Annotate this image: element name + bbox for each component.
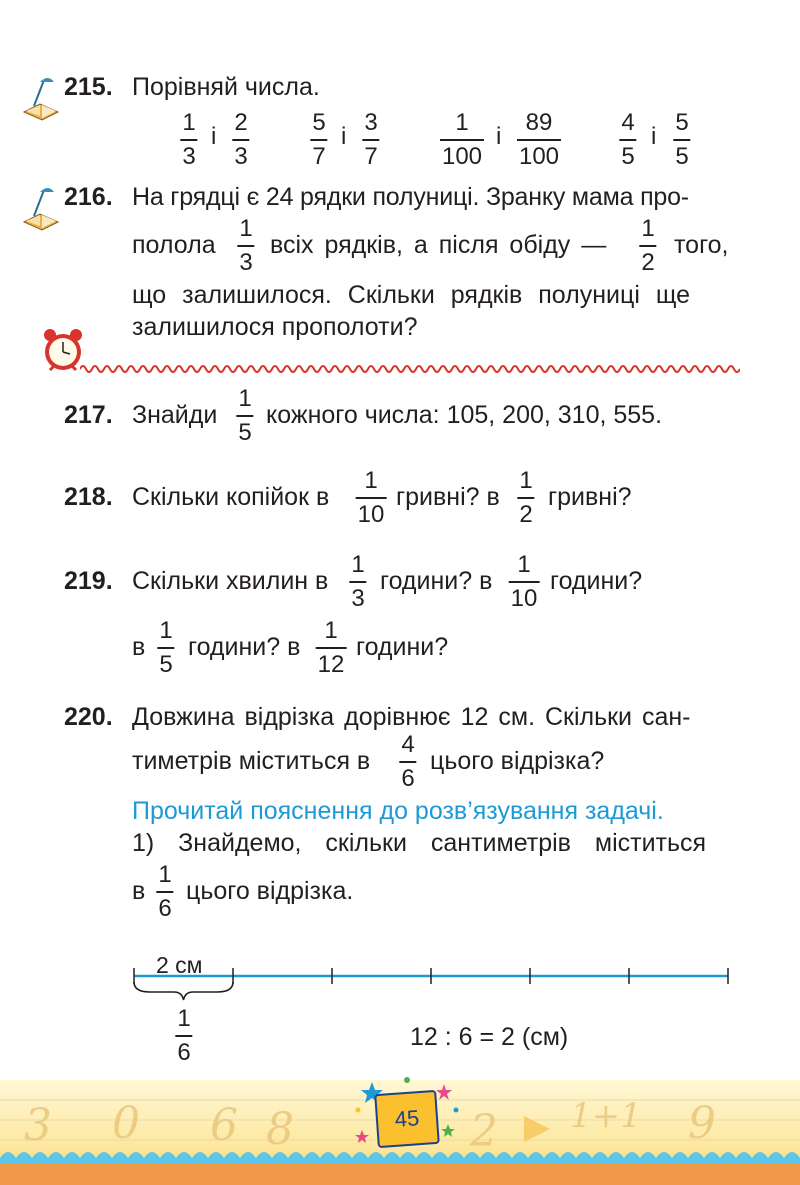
fraction: 4 6 (401, 731, 415, 792)
exercise-216-line2a: полола (132, 231, 216, 259)
deco-digit: 3 (24, 1100, 52, 1151)
exercise-218-text-c: гривні? (548, 483, 632, 511)
exercise-219-text-e: години? в (188, 633, 301, 661)
exercise-216-number: 216. (64, 183, 113, 211)
equation: 12 : 6 = 2 (см) (410, 1023, 569, 1051)
deco-digit: 9 (688, 1098, 716, 1149)
separator: і (651, 123, 657, 150)
solution-step-1b-b: цього відрізка. (186, 877, 354, 905)
segment-label: 2 см (156, 952, 203, 978)
play-triangle-icon (520, 1112, 554, 1146)
exercise-216-line1: На грядці є 24 рядки полуниці. Зранку мама про- (132, 183, 689, 211)
deco-digit: 1+1 (570, 1096, 642, 1136)
fraction: 1 2 (641, 215, 655, 276)
segment-diagram (124, 964, 740, 1004)
exercise-218-text-b: гривні? в (396, 483, 500, 511)
exercise-219-text-c: години? (550, 567, 643, 595)
exercise-219-text-b: години? в (380, 567, 493, 595)
exercise-220-number: 220. (64, 703, 113, 731)
fraction: 3 7 (364, 109, 378, 170)
deco-digit: 6 (210, 1100, 238, 1151)
exercise-219-number: 219. (64, 567, 113, 595)
deco-digit: 0 (112, 1098, 140, 1149)
exercise-216-line3: що залишилося. Скільки рядків полуниці ще (132, 281, 691, 309)
exercise-220-line1: Довжина відрізка дорівнює 12 см. Скільки сан- (132, 703, 691, 731)
exercise-217-number: 217. (64, 401, 113, 429)
lamp-book-icon (16, 72, 66, 122)
exercise-215-number: 215. (64, 73, 113, 101)
fraction: 1 3 (351, 551, 365, 612)
separator: і (211, 123, 217, 150)
exercise-215-text: Порівняй числа. (132, 73, 320, 101)
fraction: 89 100 (518, 109, 560, 170)
fraction: 1 5 (238, 385, 252, 446)
exercise-218-text-a: Скільки копійок в (132, 483, 330, 511)
solution-step-1b-a: в (132, 877, 146, 905)
exercise-219-text-a: Скільки хвилин в (132, 567, 329, 595)
deco-digit: 8 (266, 1104, 294, 1155)
exercise-220-line2a: тиметрів міститься в (132, 747, 371, 775)
fraction: 4 5 (621, 109, 635, 170)
exercise-217-text-b: кожного числа: 105, 200, 310, 555. (266, 401, 663, 429)
solution-step-1: 1) Знайдемо, скільки сантиметрів міститься (132, 829, 707, 857)
fraction: 1 5 (159, 617, 173, 678)
hint-text: Прочитай пояснення до розв’язування задачі. (132, 797, 664, 825)
exercise-216-line4: залишилося прополоти? (132, 313, 418, 341)
fraction: 1 3 (239, 215, 253, 276)
wavy-divider (80, 362, 740, 376)
fraction: 1 100 (441, 109, 483, 170)
lamp-book-icon (16, 182, 66, 232)
fraction: 1 6 (158, 861, 172, 922)
fraction: 1 10 (510, 551, 538, 612)
fraction: 2 3 (234, 109, 248, 170)
fraction: 1 12 (317, 617, 345, 678)
separator: і (341, 123, 347, 150)
exercise-216-line2b: всіх рядків, а після обіду — (270, 231, 607, 259)
exercise-217-text-a: Знайди (132, 401, 218, 429)
exercise-219-text-f: години? (356, 633, 449, 661)
exercise-220-line2b: цього відрізка? (430, 747, 605, 775)
deco-digit: 2 (470, 1106, 498, 1157)
fraction: 1 10 (357, 467, 385, 528)
exercise-218-number: 218. (64, 483, 113, 511)
fraction: 1 6 (177, 1005, 191, 1066)
fraction: 1 3 (182, 109, 196, 170)
fraction: 5 7 (312, 109, 326, 170)
page-number: 45 (374, 1090, 440, 1148)
exercise-219-text-d: в (132, 633, 146, 661)
fraction: 5 5 (675, 109, 689, 170)
exercise-216-line2c: того, (674, 231, 729, 259)
fraction: 1 2 (519, 467, 533, 528)
separator: і (496, 123, 502, 150)
